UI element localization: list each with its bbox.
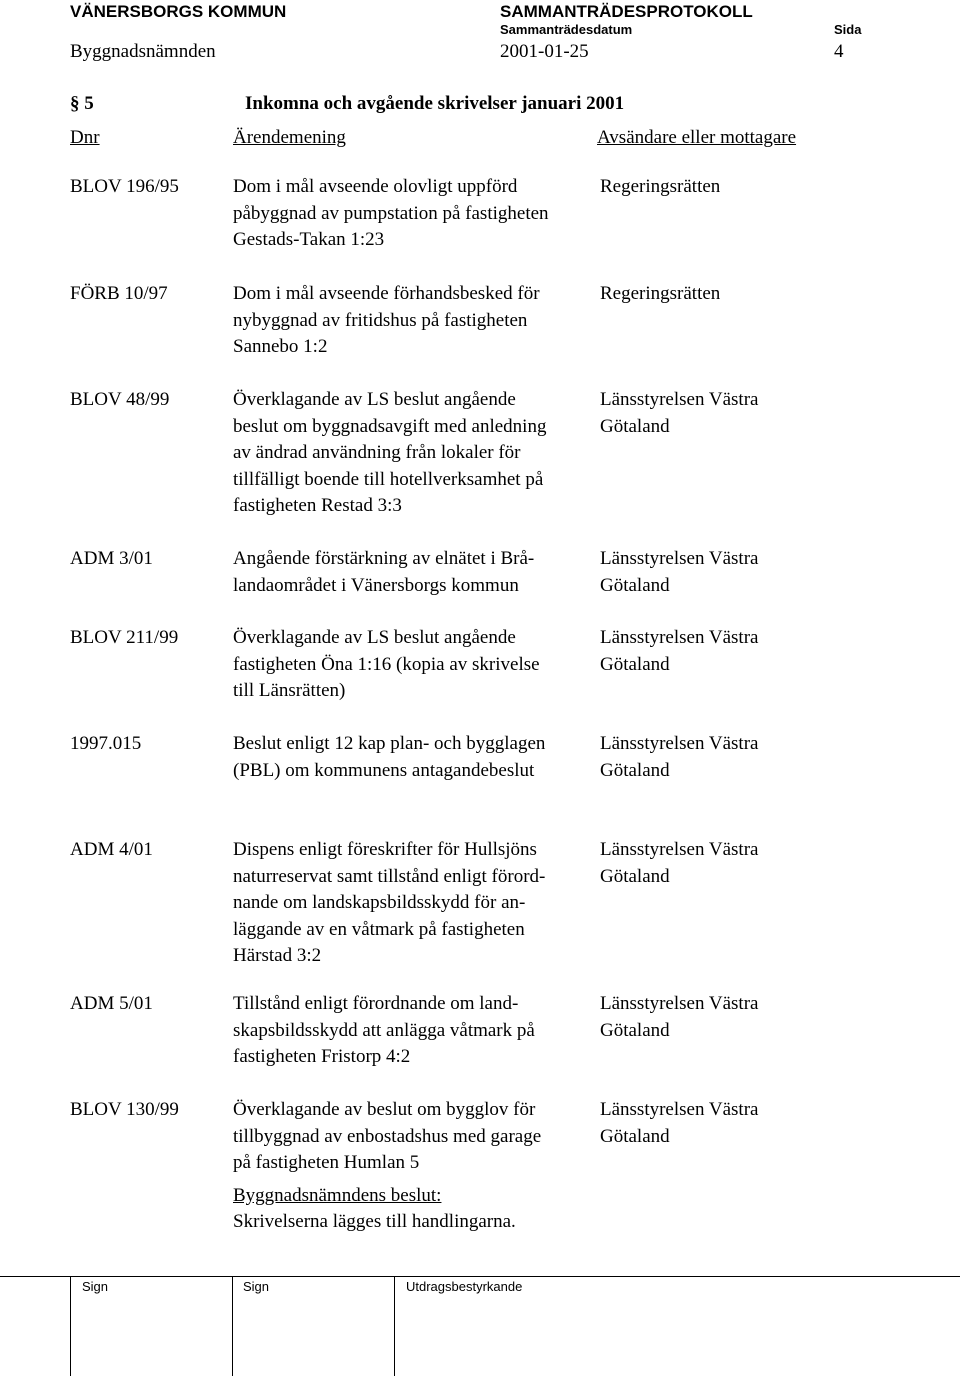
row-dnr: BLOV 196/95: [70, 176, 179, 197]
footer-divider: [0, 1276, 960, 1277]
row-dnr: ADM 5/01: [70, 993, 153, 1014]
subject-line: fastigheten Restad 3:3: [233, 495, 402, 516]
sign-box-1: [70, 1276, 71, 1376]
row-dnr: FÖRB 10/97: [70, 283, 168, 304]
sender-line: Regeringsrätten: [600, 283, 721, 304]
sender-line: Götaland: [600, 415, 670, 437]
subject-line: Gestads-Takan 1:23: [233, 229, 385, 250]
sign-label-2: Sign: [243, 1279, 270, 1294]
sender-line: Götaland: [600, 1125, 670, 1147]
board-name: Byggnadsnämnden: [70, 41, 216, 62]
subject-line: landaområdet i Vänersborgs kommun: [233, 574, 519, 596]
row-dnr: BLOV 48/99: [70, 389, 170, 410]
subject-line: beslut om byggnadsavgift med anledning: [233, 415, 547, 437]
sender-line: Länsstyrelsen Västra: [600, 733, 759, 754]
sender-line: Länsstyrelsen Västra: [600, 627, 759, 648]
sender-line: Götaland: [600, 759, 670, 781]
subject-line: tillbyggnad av enbostadshus med garage: [233, 1125, 542, 1147]
decision-label: Byggnadsnämndens beslut:: [233, 1185, 442, 1206]
sender-line: Götaland: [600, 865, 670, 887]
subject-line: till Länsrätten): [233, 680, 346, 701]
column-header-sender: Avsändare eller mottagare: [597, 127, 797, 148]
row-sender: [600, 991, 758, 1044]
sender-line: Länsstyrelsen Västra: [600, 993, 759, 1014]
subject-line: fastigheten Öna 1:16 (kopia av skrivelse: [233, 653, 540, 675]
page-label: Sida: [834, 22, 862, 37]
row-dnr: BLOV 130/99: [70, 1099, 179, 1120]
sender-line: Länsstyrelsen Västra: [600, 548, 759, 569]
subject-line: Överklagande av beslut om bygglov för: [233, 1099, 536, 1120]
subject-line: tillfälligt boende till hotellverksamhet på: [233, 468, 544, 490]
section-symbol: § 5: [70, 93, 94, 114]
decision-text: Skrivelserna lägges till handlingarna.: [233, 1211, 516, 1232]
document-type: SAMMANTRÄDESPROTOKOLL: [500, 2, 753, 21]
row-subject: [233, 281, 540, 361]
page-number: 4: [834, 41, 844, 62]
meeting-date: 2001-01-25: [500, 41, 589, 62]
row-dnr: ADM 3/01: [70, 548, 153, 569]
row-subject: [233, 1097, 541, 1177]
subject-line: skapsbildsskydd att anlägga våtmark på: [233, 1019, 535, 1041]
sender-line: Götaland: [600, 1019, 670, 1041]
row-sender: [600, 174, 720, 201]
sign-box-2: [232, 1276, 233, 1376]
subject-line: läggande av en våtmark på fastigheten: [233, 918, 525, 940]
sender-line: Länsstyrelsen Västra: [600, 389, 759, 410]
sender-line: Götaland: [600, 574, 670, 596]
subject-line: naturreservat samt tillstånd enligt förord-: [233, 865, 546, 887]
subject-line: Överklagande av LS beslut angående: [233, 627, 516, 648]
subject-line: nande om landskapsbildsskydd för an-: [233, 892, 526, 913]
organization-name: VÄNERSBORGS KOMMUN: [70, 2, 287, 21]
subject-line: av ändrad användning från lokaler för: [233, 442, 521, 463]
row-subject: [233, 546, 534, 599]
row-dnr: BLOV 211/99: [70, 627, 179, 648]
subject-line: Beslut enligt 12 kap plan- och bygglagen: [233, 733, 546, 754]
row-subject: [233, 837, 545, 970]
row-dnr: ADM 4/01: [70, 839, 153, 860]
section-title: Inkomna och avgående skrivelser januari 2001: [245, 93, 625, 114]
subject-line: Angående förstärkning av elnätet i Brå-: [233, 548, 535, 569]
row-subject: [233, 387, 546, 520]
subject-line: Tillstånd enligt förordnande om land-: [233, 993, 519, 1014]
row-sender: [600, 731, 758, 784]
subject-line: påbyggnad av pumpstation på fastigheten: [233, 202, 549, 224]
row-subject: [233, 991, 535, 1071]
row-subject: [233, 731, 545, 784]
row-sender: [600, 546, 758, 599]
row-sender: [600, 281, 720, 308]
subject-line: Härstad 3:2: [233, 945, 322, 966]
sender-line: Götaland: [600, 653, 670, 675]
row-sender: [600, 837, 758, 890]
sender-line: Länsstyrelsen Västra: [600, 839, 759, 860]
subject-line: fastigheten Fristorp 4:2: [233, 1046, 411, 1067]
subject-line: på fastigheten Humlan 5: [233, 1152, 420, 1173]
subject-line: Dom i mål avseende förhandsbesked för: [233, 283, 540, 304]
row-sender: [600, 625, 758, 678]
sender-line: Regeringsrätten: [600, 176, 721, 197]
subject-line: (PBL) om kommunens antagandebeslut: [233, 759, 535, 781]
row-subject: [233, 174, 549, 254]
row-sender: [600, 1097, 758, 1150]
row-subject: [233, 625, 540, 705]
column-header-subject: Ärendemening: [233, 127, 346, 148]
subject-line: Sannebo 1:2: [233, 336, 328, 357]
sign-label-1: Sign: [82, 1279, 109, 1294]
subject-line: nybyggnad av fritidshus på fastigheten: [233, 309, 528, 331]
subject-line: Dispens enligt föreskrifter för Hullsjöns: [233, 839, 537, 860]
extract-box: [394, 1276, 395, 1376]
column-header-dnr: Dnr: [70, 127, 100, 148]
row-sender: [600, 387, 758, 440]
extract-label: Utdragsbestyrkande: [406, 1279, 523, 1294]
date-label: Sammanträdesdatum: [500, 22, 633, 37]
subject-line: Överklagande av LS beslut angående: [233, 389, 516, 410]
row-dnr: 1997.015: [70, 733, 142, 754]
sender-line: Länsstyrelsen Västra: [600, 1099, 759, 1120]
subject-line: Dom i mål avseende olovligt uppförd: [233, 176, 518, 197]
